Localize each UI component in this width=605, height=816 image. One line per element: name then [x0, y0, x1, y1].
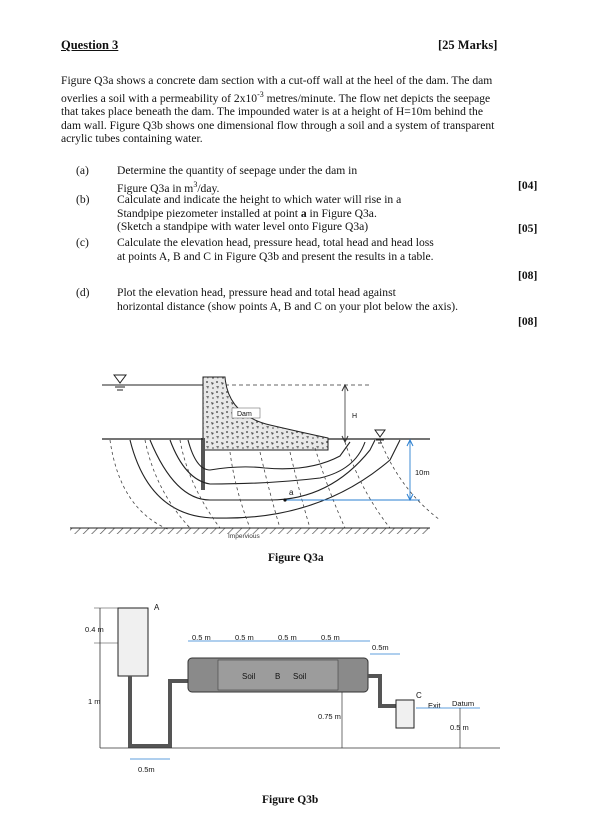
outlet-pipe [368, 676, 400, 706]
figure-q3b-diagram [80, 596, 540, 791]
connecting-pipe [130, 676, 188, 746]
question-b-marks: [05] [518, 222, 538, 235]
question-c-label: (c) [76, 236, 89, 249]
question-b-text: Calculate and indicate the height to which water will rise in a Standpipe piezometer installed at point a in Figure Q3a. (Sketch a standpipe with water level onto Figure Q3a) [117, 193, 402, 234]
figure-q3b-caption: Figure Q3b [262, 794, 319, 806]
flow-line [130, 440, 400, 518]
question-c-marks: [08] [518, 269, 538, 282]
intro-line: dam wall. Figure Q3b shows one dimensional flow through a soil and a system of transparent [61, 118, 495, 132]
segment-3-label: 0.5 m [278, 633, 297, 642]
soil-left-label: Soil [242, 672, 256, 681]
dam-label: Dam [237, 411, 252, 418]
segment-1-label: 0.5 m [192, 633, 211, 642]
exit-label: Exit [428, 701, 441, 710]
question-a-text: Determine the quantity of seepage under the dam in Figure Q3a in $m^3$/day. [117, 164, 358, 195]
tank-a [118, 608, 148, 676]
height-side-label: 1 m [88, 697, 101, 706]
point-c-label: C [416, 691, 422, 700]
point-a-label: a [289, 488, 294, 497]
h-label: H [352, 413, 358, 420]
question-a-label: (a) [76, 164, 89, 177]
point-a-marker [283, 498, 286, 501]
dam-body [203, 377, 328, 450]
drop-label: 0.75 m [318, 712, 341, 721]
downstream-water-icon [375, 430, 385, 437]
total-marks: [25 Marks] [438, 38, 498, 52]
datum-height-label: 0.5 m [450, 723, 469, 732]
segment-4-label: 0.5 m [321, 633, 340, 642]
bottom-width-label: 0.5m [138, 765, 155, 774]
intro-paragraph [61, 74, 551, 146]
question-b-label: (b) [76, 193, 90, 206]
question-d-text: Plot the elevation head, pressure head and total head against horizontal distance (show points A, B and C on your plot below the axis). [117, 286, 459, 313]
segment-5-label: 0.5m [372, 643, 389, 652]
equipotential-line [110, 440, 170, 530]
depth-label: 10m [415, 468, 430, 477]
question-c-text: Calculate the elevation head, pressure head, total head and head loss at points A, B and C in Figure Q3b and present the results in a table. [117, 236, 434, 263]
segment-2-label: 0.5 m [235, 633, 254, 642]
question-d-label: (d) [76, 286, 90, 299]
water-level-icon [114, 375, 126, 383]
intro-line: acrylic tubes containing water. [61, 132, 203, 146]
figure-q3a-caption: Figure Q3a [268, 552, 324, 564]
figure-q3a-diagram [70, 360, 540, 560]
intro-line: that takes place beneath the dam. The impounded water is at a height of H=10m behind the [61, 105, 483, 119]
datum-label: Datum [452, 699, 475, 708]
soil-right-label: Soil [293, 672, 307, 681]
question-a-marks: [04] [518, 179, 538, 192]
question-d-marks: [08] [518, 315, 538, 328]
exit-tank [396, 700, 414, 728]
intro-line: overlies a soil with a permeability of $2x10^{-3}$ metres/minute. The flow net depicts the seepage [61, 89, 491, 105]
intro-line: Figure Q3a shows a concrete dam section with a cut-off wall at the heel of the dam. The dam [61, 74, 493, 87]
point-b-label: B [275, 672, 281, 681]
question-title: Question 3 [61, 38, 119, 52]
impervious-label: Impervious [228, 533, 260, 540]
point-a-label: A [154, 603, 160, 612]
height-top-label: 0.4 m [85, 625, 104, 634]
